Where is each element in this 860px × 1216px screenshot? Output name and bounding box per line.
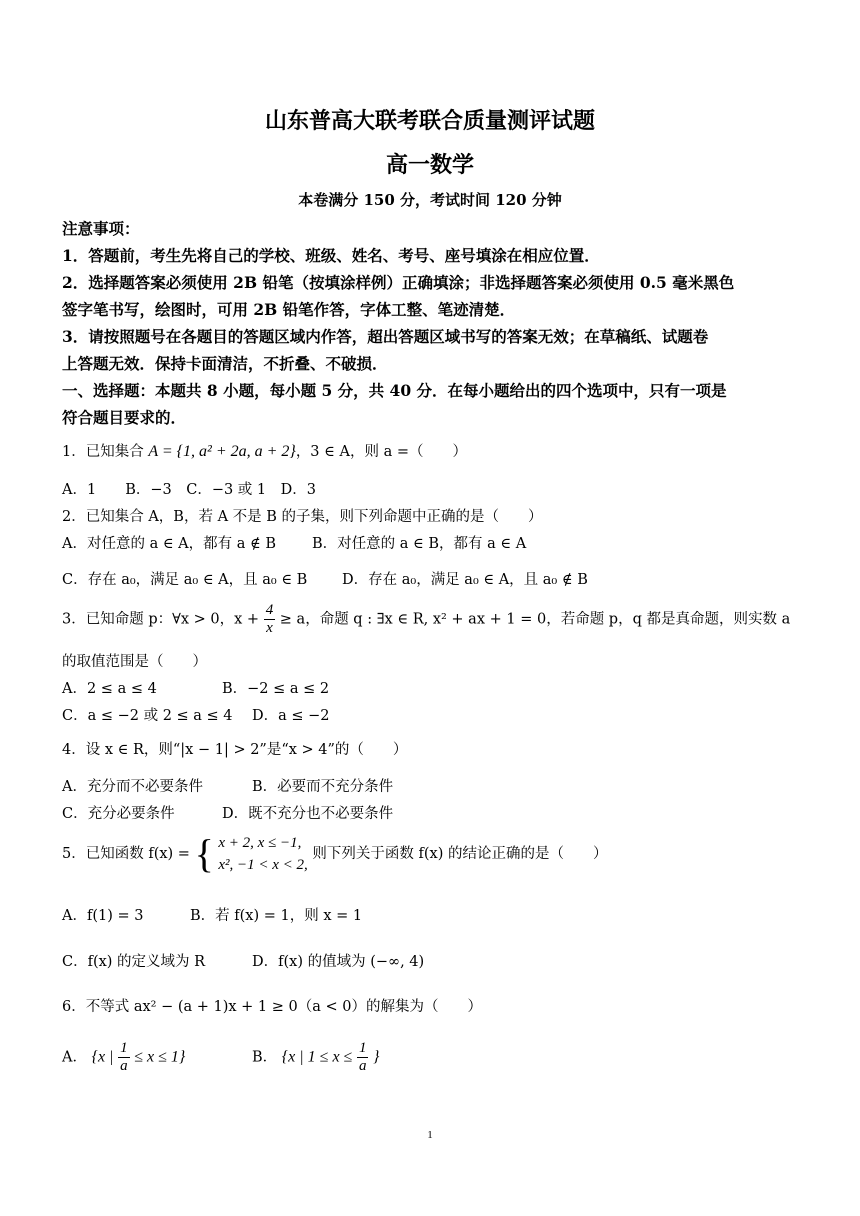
question-3-option-d: D．a ≤ −2 bbox=[252, 708, 330, 724]
question-2-option-d: D．存在 a₀，满足 a₀ ∈ A，且 a₀ ∉ B bbox=[342, 572, 588, 588]
fraction-1-over-a: $\frac{1}{a}$ bbox=[120, 1040, 128, 1074]
question-5-option-b: B．若 f(x) = 1，则 x = 1 bbox=[190, 908, 363, 924]
question-4-option-d: D．既不充分也不必要条件 bbox=[222, 806, 394, 822]
note-2-line1: 2．选择题答案必须使用 2B 铅笔（按填涂样例）正确填涂；非选择题答案必须使用 0.5 毫米黑色 bbox=[62, 273, 735, 292]
question-3-stem-cont: 的取值范围是（ ） bbox=[62, 654, 207, 670]
note-2-line2: 签字笔书写，绘图时，可用 2B 铅笔作答，字体工整、笔迹清楚． bbox=[62, 300, 516, 319]
fraction-4-over-x: $\frac{4}{x}$ bbox=[265, 602, 274, 636]
question-2-option-a: A．对任意的 a ∈ A，都有 a ∉ B bbox=[62, 536, 277, 552]
question-4-option-b: B．必要而不充分条件 bbox=[252, 779, 394, 795]
question-2-option-b: B．对任意的 a ∈ B，都有 a ∈ A bbox=[312, 536, 527, 552]
question-4-option-a: A．充分而不必要条件 bbox=[62, 779, 203, 795]
question-5-option-c: C．f(x) 的定义域为 R bbox=[62, 954, 206, 970]
question-3-stem: 3．已知命题 p：∀x > 0，x + $\frac{4}{x}$ ≥ a，命题 q : ∃x ∈ R, x² + ax + 1 = 0，若命题 p，q 都是真命题，则实数 a bbox=[62, 602, 791, 636]
section-heading-line2: 符合题目要求的． bbox=[62, 408, 187, 427]
question-2-stem: 2．已知集合 A，B，若 A 不是 B 的子集，则下列命题中正确的是（ ） bbox=[62, 509, 543, 525]
notes-heading: 注意事项： bbox=[62, 219, 140, 238]
subject-title: 高一数学 bbox=[385, 152, 474, 178]
page-number: 1 bbox=[427, 1129, 433, 1141]
question-5-stem: 5．已知函数 f(x) = { x + 2, x ≤ −1, x², −1 < x < 2, 则下列关于函数 f(x) 的结论正确的是（ ） bbox=[62, 831, 608, 876]
question-5-option-a: A．f(1) = 3 bbox=[62, 908, 144, 924]
question-5-option-d: D．f(x) 的值域为 (−∞, 4) bbox=[252, 954, 425, 970]
question-6-stem: 6．不等式 ax² − (a + 1)x + 1 ≥ 0（a < 0）的解集为（ ） bbox=[62, 999, 482, 1015]
note-3-line1: 3．请按照题号在各题目的答题区域内作答，超出答题区域书写的答案无效；在草稿纸、试题卷 bbox=[62, 327, 709, 346]
question-6-option-a: A． {x | $\frac{1}{a}$ ≤ x ≤ 1} bbox=[62, 1040, 186, 1074]
question-1-stem: 1．已知集合 A = {1, a² + 2a, a + 2}，3 ∈ A，则 a =（ ） bbox=[62, 443, 467, 460]
question-3-option-a: A．2 ≤ a ≤ 4 bbox=[62, 681, 157, 697]
exam-title: 山东普高大联考联合质量测评试题 bbox=[264, 108, 595, 134]
question-6-option-b: B． {x | 1 ≤ x ≤ $\frac{1}{a}$ } bbox=[252, 1040, 380, 1074]
section-heading-line1: 一、选择题：本题共 8 小题，每小题 5 分，共 40 分．在每小题给出的四个选项中，只有一项是 bbox=[62, 381, 727, 400]
piecewise-brace: { bbox=[194, 831, 214, 876]
question-4-option-c: C．充分必要条件 bbox=[62, 806, 175, 822]
question-1-options: A．1 B．−3 C．−3 或 1 D．3 bbox=[62, 482, 316, 498]
question-2-option-c: C．存在 a₀，满足 a₀ ∈ A，且 a₀ ∈ B bbox=[62, 572, 308, 588]
piecewise-cases: x + 2, x ≤ −1, x², −1 < x < 2, bbox=[218, 835, 308, 873]
question-4-stem: 4．设 x ∈ R，则“|x − 1| > 2”是“x > 4”的（ ） bbox=[62, 742, 408, 758]
question-3-option-c: C．a ≤ −2 或 2 ≤ a ≤ 4 bbox=[62, 708, 233, 724]
fraction-1-over-a: $\frac{1}{a}$ bbox=[358, 1040, 367, 1074]
note-1: 1．答题前，考生先将自己的学校、班级、姓名、考号、座号填涂在相应位置． bbox=[62, 246, 600, 265]
exam-info: 本卷满分 150 分，考试时间 120 分钟 bbox=[298, 191, 562, 209]
note-3-line2: 上答题无效．保持卡面清洁，不折叠、不破损． bbox=[62, 354, 388, 373]
question-3-option-b: B．−2 ≤ a ≤ 2 bbox=[222, 681, 330, 697]
